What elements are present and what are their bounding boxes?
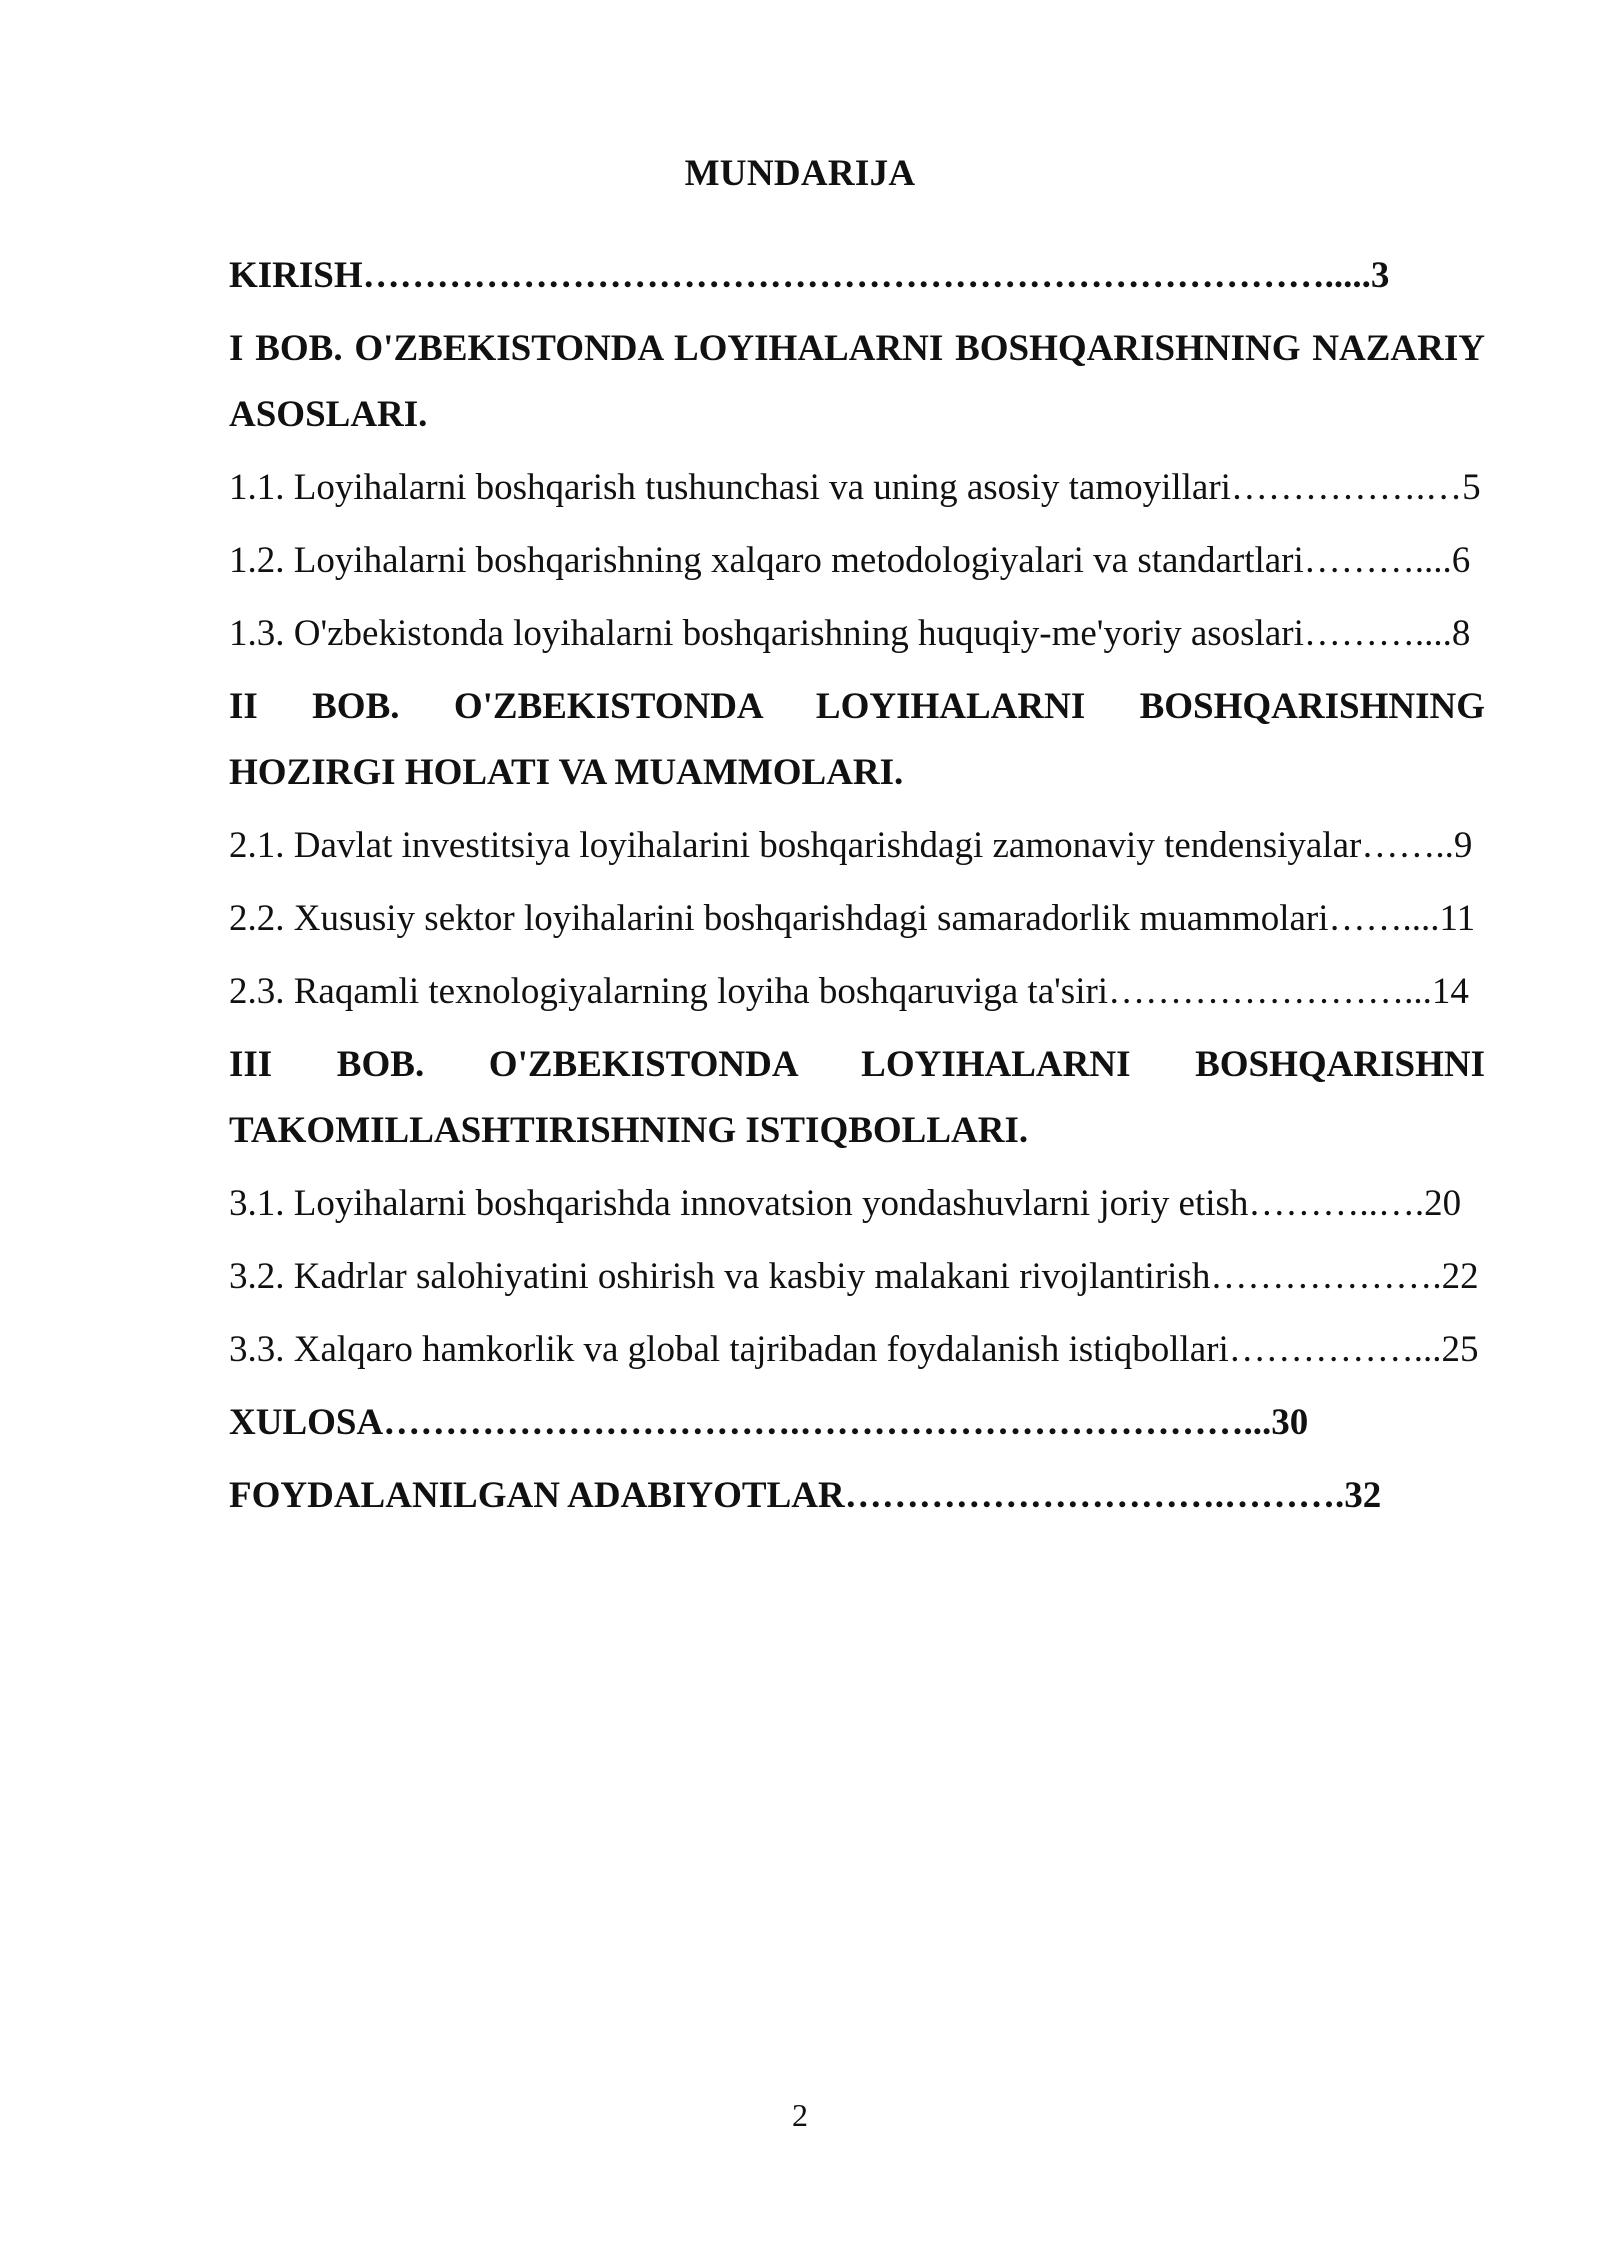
document-title: MUNDARIJA [684,153,916,194]
toc-entry-1-3: 1.3. O'zbekistonda loyihalarni boshqarishning huquqiy-me'yoriy asoslari………....8 [229,613,1471,654]
toc-chapter-2 [229,674,1485,813]
toc-chapter-3 [229,1032,1485,1171]
table-of-contents [229,243,1485,1536]
toc-chapter-2-title-cont: HOZIRGI HOLATI VA MUAMMOLARI. [229,752,904,793]
toc-entry-2-2: 2.2. Xususiy sektor loyihalarini boshqarishdagi samaradorlik muammolari……....11 [229,898,1476,939]
toc-entry-1-1: 1.1. Loyihalarni boshqarish tushunchasi va uning asosiy tamoyillari…………….…5 [229,467,1481,508]
toc-chapter-3-title-cont: TAKOMILLASHTIRISHNING ISTIQBOLLARI. [229,1110,1029,1151]
toc-entry-references: FOYDALANILGAN ADABIYOTLAR………………………….……….32 [229,1475,1382,1516]
toc-entry-conclusion: XULOSA…………………………….………………………………...30 [229,1402,1309,1443]
toc-chapter-2-title: II BOB. O'ZBEKISTONDA LOYIHALARNI BOSHQARISHNING [229,686,1485,727]
toc-chapter-1-title-cont: ASOSLARI. [229,394,428,435]
toc-entry-intro: KIRISH…………………………………………………………………….....3 [229,255,1390,296]
toc-entry-1-2: 1.2. Loyihalarni boshqarishning xalqaro metodologiyalari va standartlari………....6 [229,540,1471,581]
toc-entry-3-1: 3.1. Loyihalarni boshqarishda innovatsion yondashuvlarni joriy etish………..….20 [229,1183,1462,1224]
toc-chapter-3-title: III BOB. O'ZBEKISTONDA LOYIHALARNI BOSHQARISHNI [229,1044,1485,1085]
toc-entry-2-1: 2.1. Davlat investitsiya loyihalarini boshqarishdagi zamonaviy tendensiyalar……..9 [229,825,1473,866]
toc-chapter-1 [229,316,1485,455]
toc-chapter-1-title: I BOB. O'ZBEKISTONDA LOYIHALARNI BOSHQARISHNING NAZARIY [229,328,1485,369]
toc-entry-3-3: 3.3. Xalqaro hamkorlik va global tajribadan foydalanish istiqbollari……………...25 [229,1329,1479,1370]
page-number: 2 [792,2097,808,2133]
toc-entry-3-2: 3.2. Kadrlar salohiyatini oshirish va kasbiy malakani rivojlantirish……………….22 [229,1256,1479,1297]
toc-entry-2-3: 2.3. Raqamli texnologiyalarning loyiha boshqaruviga ta'siri……………………...14 [229,971,1469,1012]
